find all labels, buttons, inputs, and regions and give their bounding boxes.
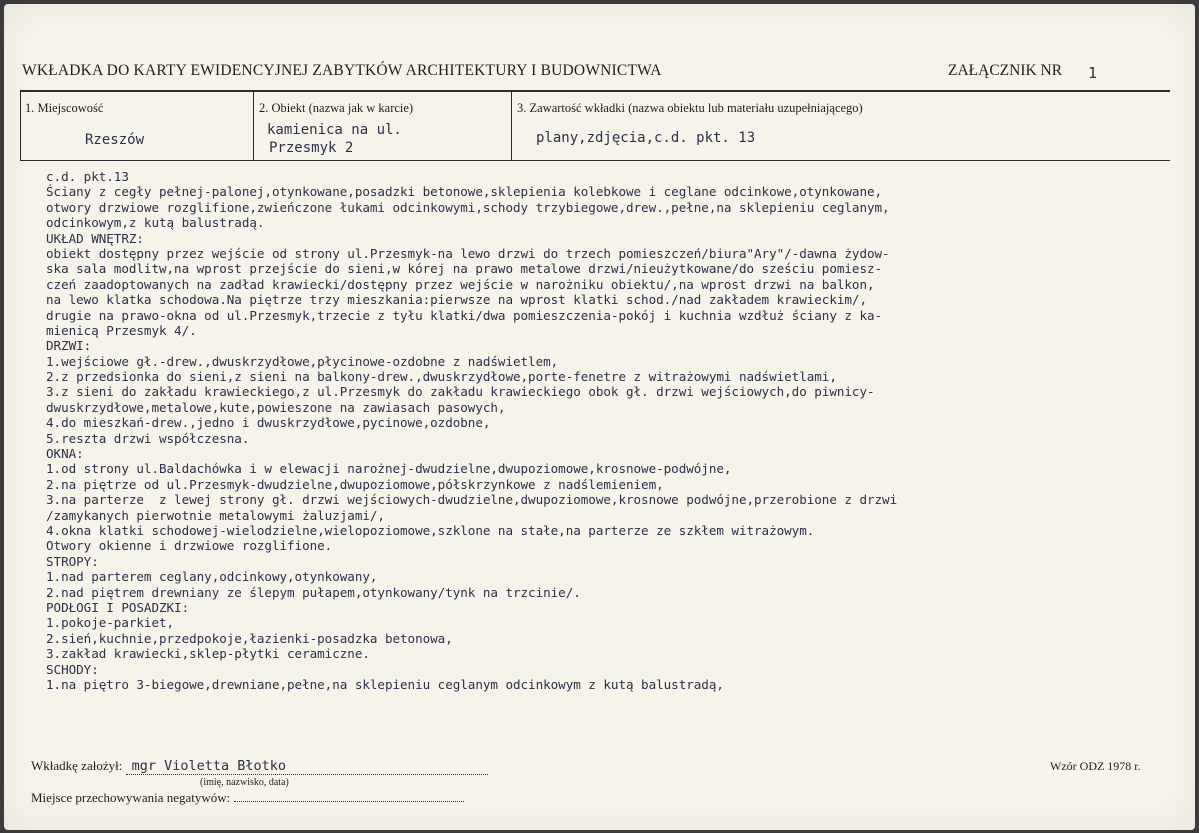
body-line: 2.z przedsionka do sieni,z sieni na balkony-drew.,dwuskrzydłowe,porte-fenetre z witrażowymi nadświetlami, xyxy=(46,369,837,385)
body-line: otwory drzwiowe rozglifione,zwieńczone łukami odcinkowymi,schody trzybiegowe,drew.,pełne,na sklepieniu ceglanym, xyxy=(46,199,890,215)
created-by-label: Wkładkę założył: xyxy=(31,758,123,773)
body-line: STROPY: xyxy=(46,553,99,569)
body-line: 3.na parterze z lewej strony gł. drzwi wejściowych-dwudzielne,dwupoziomowe,krosnowe podwójne,przerobione z drzwi xyxy=(46,492,898,508)
fields-rule xyxy=(20,160,1170,161)
body-line: drugie na prawo-okna od ul.Przesmyk,trzecie z tyłu klatki/dwa pomieszczenia-pokój i kuchnia wzdłuż ściany z ka- xyxy=(46,307,883,323)
record-card xyxy=(4,4,1195,830)
created-by-row xyxy=(31,758,488,775)
created-by-value: mgr Violetta Błotko xyxy=(131,758,287,774)
object-value-line1: kamienica na ul. xyxy=(267,122,402,138)
annex-label: ZAŁĄCZNIK NR xyxy=(948,62,1063,79)
body-line: 1.wejściowe gł.-drew.,dwuskrzydłowe,płycinowe-ozdobne z nadświetlem, xyxy=(46,353,559,369)
body-line: dwuskrzydłowe,metalowe,kute,powieszone na zawiasach pasowych, xyxy=(46,399,506,415)
field-border-left xyxy=(20,92,21,160)
body-line: 2.sień,kuchnie,przedpokoje,łazienki-posadzka betonowa, xyxy=(46,630,453,646)
body-line: UKŁAD WNĘTRZ: xyxy=(46,230,144,246)
body-line: ska sala modlitw,na wprost przejście do sieni,w kórej na prawo metalowe drzwi/nieużytkowane/do sześciu pomiesz- xyxy=(46,261,883,277)
typed-description xyxy=(46,169,1195,692)
object-value-line2: Przesmyk 2 xyxy=(269,140,354,156)
body-line: Otwory okienne i drzwiowe rozglifione. xyxy=(46,538,333,554)
field-border-1 xyxy=(253,92,254,160)
body-line: 1.pokoje-parkiet, xyxy=(46,615,175,631)
body-line: obiekt dostępny przez wejście od strony ul.Przesmyk-na lewo drzwi do trzech pomieszczeń/biura"Ary"/-dawna żydow- xyxy=(46,245,890,261)
locality-label: 1. Miejscowość xyxy=(25,101,104,115)
body-line: 4.okna klatki schodowej-wielodzielne,wielopoziomowe,szklone na stałe,na parterze ze szkłem witrażowym. xyxy=(46,522,815,538)
body-line: 1.nad parterem ceglany,odcinkowy,otynkowany, xyxy=(46,569,378,585)
body-line: OKNA: xyxy=(46,446,84,462)
annex-number: 1 xyxy=(1088,64,1098,82)
body-line: DRZWI: xyxy=(46,338,92,354)
body-line: /zamykanych pierwotnie metalowymi żaluzjami/, xyxy=(46,507,385,523)
body-line: czeń zaadoptowanych na zadład krawiecki/dostępny przez wejście w narożniku obiektu/,na wprost drzwi na balkon, xyxy=(46,276,875,292)
contents-label: 3. Zawartość wkładki (nazwa obiektu lub materiału uzupełniającego) xyxy=(517,101,863,115)
form-title: WKŁADKA DO KARTY EWIDENCYJNEJ ZABYTKÓW ARCHITEKTURY I BUDOWNICTWA xyxy=(22,62,662,79)
body-line: PODŁOGI I POSADZKI: xyxy=(46,599,190,615)
negatives-label: Miejsce przechowywania negatywów: xyxy=(31,790,231,805)
object-label: 2. Obiekt (nazwa jak w karcie) xyxy=(259,101,414,115)
locality-value: Rzeszów xyxy=(85,132,145,148)
body-line: Ściany z cegły pełnej-palonej,otynkowane,posadzki betonowe,sklepienia kolebkowe i ceglane odcinkowe,otynkowane, xyxy=(46,184,883,200)
body-line: 2.nad piętrem drewniany ze ślepym pułapem,otynkowany/tynk na trzcinie/. xyxy=(46,584,581,600)
body-line: 3.zakład krawiecki,sklep-płytki ceramiczne. xyxy=(46,646,370,662)
body-line: 1.na piętro 3-biegowe,drewniane,pełne,na sklepieniu ceglanym odcinkowym z kutą balustradą, xyxy=(46,676,724,692)
contents-value: plany,zdjęcia,c.d. pkt. 13 xyxy=(536,130,756,146)
body-line: 1.od strony ul.Baldachówka i w elewacji narożnej-dwudzielne,dwupoziomowe,krosnowe-podwójne, xyxy=(46,461,732,477)
body-line: c.d. pkt.13 xyxy=(46,169,129,184)
negatives-line xyxy=(234,801,464,802)
form-model: Wzór ODZ 1978 r. xyxy=(1050,759,1141,773)
body-line: 3.z sieni do zakładu krawieckiego,z ul.Przesmyk do zakładu krawieckiego obok gł. drzwi wejściowych,do piwnicy- xyxy=(46,384,875,400)
body-line: 2.na piętrze od ul.Przesmyk-dwudzielne,dwupoziomowe,półskrzynkowe z nadślemieniem, xyxy=(46,476,664,492)
body-line: odcinkowym,z kutą balustradą. xyxy=(46,215,265,231)
body-line: 5.reszta drzwi współczesna. xyxy=(46,430,250,446)
field-border-2 xyxy=(511,92,512,160)
body-line: 4.do mieszkań-drew.,jedno i dwuskrzydłowe,pycinowe,ozdobne, xyxy=(46,415,491,431)
negatives-row xyxy=(31,790,464,806)
body-line: na lewo klatka schodowa.Na piętrze trzy mieszkania:pierwsze na wprost klatki schod./nad zakładem krawieckim/, xyxy=(46,292,867,308)
created-by-line xyxy=(126,758,488,775)
body-line: SCHODY: xyxy=(46,661,99,677)
header-rule xyxy=(20,90,1170,92)
body-line: mienicą Przesmyk 4/. xyxy=(46,322,197,338)
created-by-hint: (imię, nazwisko, data) xyxy=(200,777,289,788)
